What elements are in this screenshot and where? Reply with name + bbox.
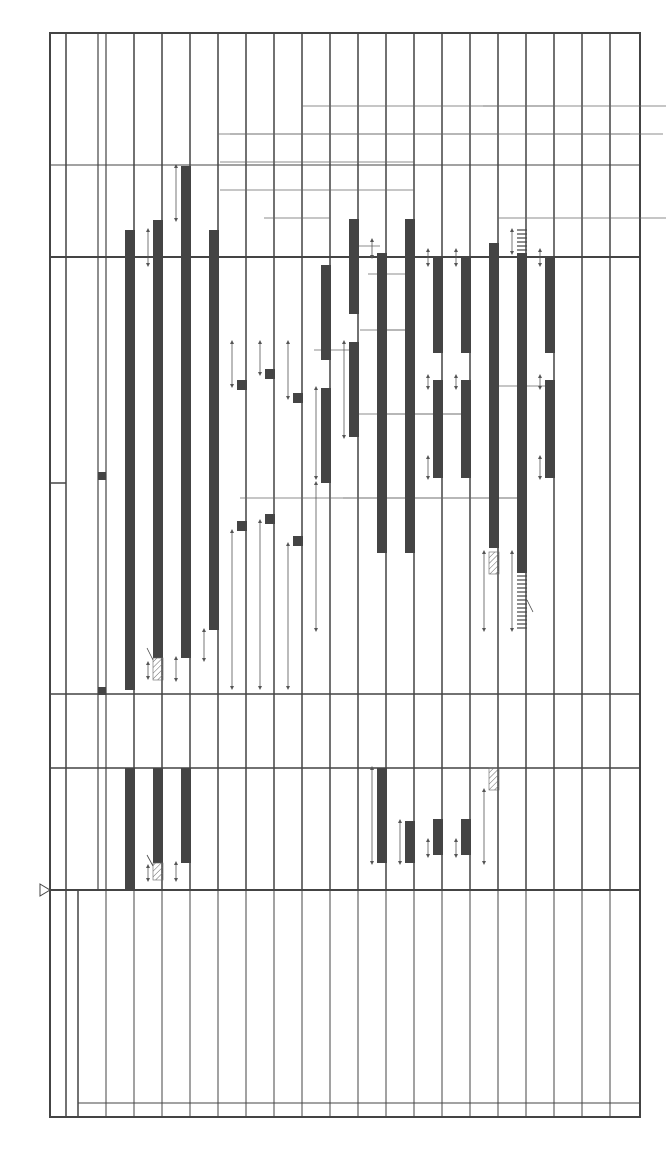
pulse-bar (153, 768, 163, 863)
pulse-bar (265, 369, 275, 379)
pulse-bar (489, 243, 499, 548)
pulse-bar (237, 380, 247, 390)
pulse-bar (98, 687, 106, 695)
hatched-mark (153, 863, 163, 880)
pulse-bar (433, 380, 443, 478)
pulse-bar (405, 821, 415, 863)
hatched-mark (489, 768, 499, 790)
pulse-bar (433, 819, 443, 855)
pulse-bar (461, 257, 471, 353)
signal-pulse-bars (98, 166, 555, 890)
pulse-bar (405, 219, 415, 553)
hatched-mark (489, 552, 499, 574)
hatch-and-tick-marks (147, 230, 533, 880)
pulse-bar (98, 472, 106, 480)
pulse-bar (349, 342, 359, 437)
pulse-bar (125, 230, 135, 690)
start-marker-icon (40, 884, 50, 896)
duration-arrows (148, 166, 540, 880)
pulse-bar (377, 253, 387, 553)
pulse-bar (545, 380, 555, 478)
leader-line (147, 648, 153, 660)
leader-line (147, 855, 153, 866)
pulse-bar (125, 768, 135, 890)
hatched-mark (153, 658, 163, 680)
pulse-bar (265, 514, 275, 524)
pulse-bar (461, 380, 471, 478)
pulse-bar (433, 257, 443, 353)
pulse-bar (321, 265, 331, 360)
pulse-bar (181, 768, 191, 863)
pulse-bar (153, 220, 163, 658)
pulse-bar (209, 230, 219, 630)
pulse-bar (181, 166, 191, 658)
pulse-bar (293, 536, 303, 546)
pulse-bar (321, 388, 331, 483)
outer-frame (50, 33, 640, 1117)
pulse-bar (237, 521, 247, 531)
pulse-bar (349, 219, 359, 314)
pulse-bar (293, 393, 303, 403)
leader-line (527, 600, 533, 612)
pulse-bar (545, 257, 555, 353)
pulse-bar (377, 768, 387, 863)
pulse-bar (517, 253, 527, 573)
pulse-bar (461, 819, 471, 855)
